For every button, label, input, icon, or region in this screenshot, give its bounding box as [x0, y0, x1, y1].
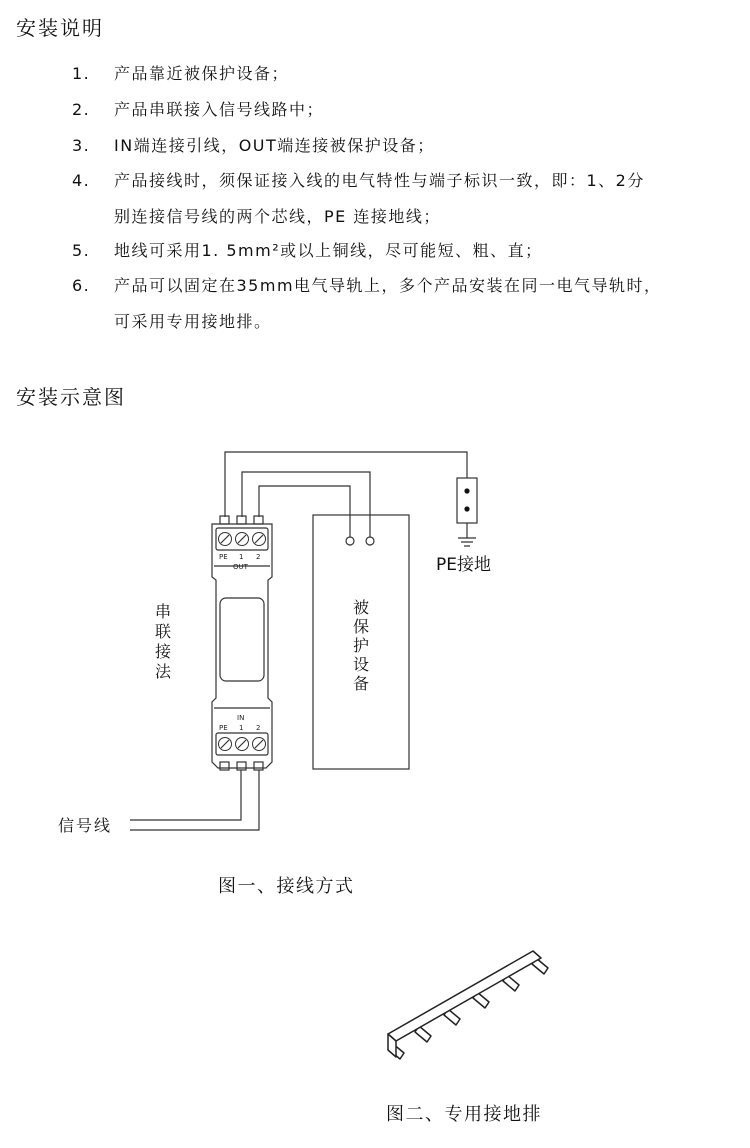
- list-item: [72, 61, 289, 84]
- ground-terminal-box: [457, 478, 477, 523]
- pe-ground-label: PE接地: [436, 555, 491, 575]
- device-terminal: [366, 537, 374, 545]
- grounding-bar-illustration: [0, 940, 750, 1070]
- device-label-char: 备: [352, 674, 370, 693]
- protector-top-clip-right: [254, 516, 263, 524]
- wire-pe-to-ground: [225, 452, 467, 517]
- protector-top-clip-mid: [237, 516, 246, 524]
- protector-bottom-clip-left: [220, 762, 229, 770]
- bar-body: [388, 951, 541, 1041]
- item-number: 3.: [72, 136, 91, 155]
- list-item: [72, 168, 645, 191]
- device-label-char: 被: [352, 598, 370, 617]
- list-item: [72, 97, 324, 120]
- item-text: 产品靠近被保护设备；: [114, 64, 290, 83]
- series-label-char: 法: [154, 662, 172, 681]
- item-number: 5.: [72, 241, 91, 260]
- figure2-caption: 图二、专用接地排: [386, 1104, 542, 1125]
- item-text: 地线可采用1. 5mm²或以上铜线，尽可能短、粗、直；: [114, 241, 543, 260]
- ground-symbol: [458, 538, 476, 546]
- bottom-terminal-label-2: 2: [256, 724, 261, 732]
- protector-top-clip-left: [220, 516, 229, 524]
- series-label-char: 联: [154, 622, 172, 641]
- figure1-caption: 图一、接线方式: [218, 876, 355, 897]
- top-port-label: OUT: [233, 563, 248, 571]
- protector-window: [220, 598, 264, 681]
- wire-signal-2: [130, 770, 259, 830]
- item-number: 2.: [72, 100, 91, 119]
- item-text-continued: 别连接信号线的两个芯线，PE 连接地线；: [114, 207, 441, 226]
- series-label-char: 接: [154, 642, 172, 661]
- protector-bottom-clip-mid: [237, 762, 246, 770]
- signal-line-label: 信号线: [58, 816, 113, 835]
- item-number: 4.: [72, 171, 91, 190]
- wiring-diagram: [0, 440, 750, 840]
- list-item: [72, 133, 435, 156]
- ground-terminal-dot: [464, 488, 469, 493]
- top-terminal-label-pe: PE: [219, 553, 228, 561]
- list-item: [72, 238, 543, 261]
- item-number: 1.: [72, 64, 91, 83]
- device-label-char: 保: [352, 617, 370, 636]
- bottom-terminal-label-pe: PE: [219, 724, 228, 732]
- section-title-instructions: 安装说明: [16, 16, 104, 40]
- item-text: 产品接线时，须保证接入线的电气特性与端子标识一致，即：1、2分: [114, 171, 645, 190]
- protector-bottom-clip-right: [254, 762, 263, 770]
- top-terminal-label-1: 1: [239, 553, 244, 561]
- item-text: 产品可以固定在35mm电气导轨上，多个产品安装在同一电气导轨时，: [114, 276, 662, 295]
- item-text-continued: 可采用专用接地排。: [114, 312, 272, 331]
- bottom-port-label: IN: [237, 714, 245, 722]
- ground-terminal-dot: [464, 506, 469, 511]
- device-label-char: 设: [352, 655, 370, 674]
- section-title-diagram: 安装示意图: [16, 385, 126, 409]
- bottom-terminal-label-1: 1: [239, 724, 244, 732]
- wire-out2-to-device: [259, 486, 350, 538]
- series-label-char: 串: [154, 602, 172, 621]
- item-text: IN端连接引线，OUT端连接被保护设备；: [114, 136, 435, 155]
- wire-signal-1: [130, 770, 241, 820]
- item-number: 6.: [72, 276, 91, 295]
- device-terminal: [346, 537, 354, 545]
- device-label-char: 护: [352, 636, 370, 655]
- top-terminal-label-2: 2: [256, 553, 261, 561]
- item-text: 产品串联接入信号线路中；: [114, 100, 325, 119]
- list-item: [72, 273, 662, 296]
